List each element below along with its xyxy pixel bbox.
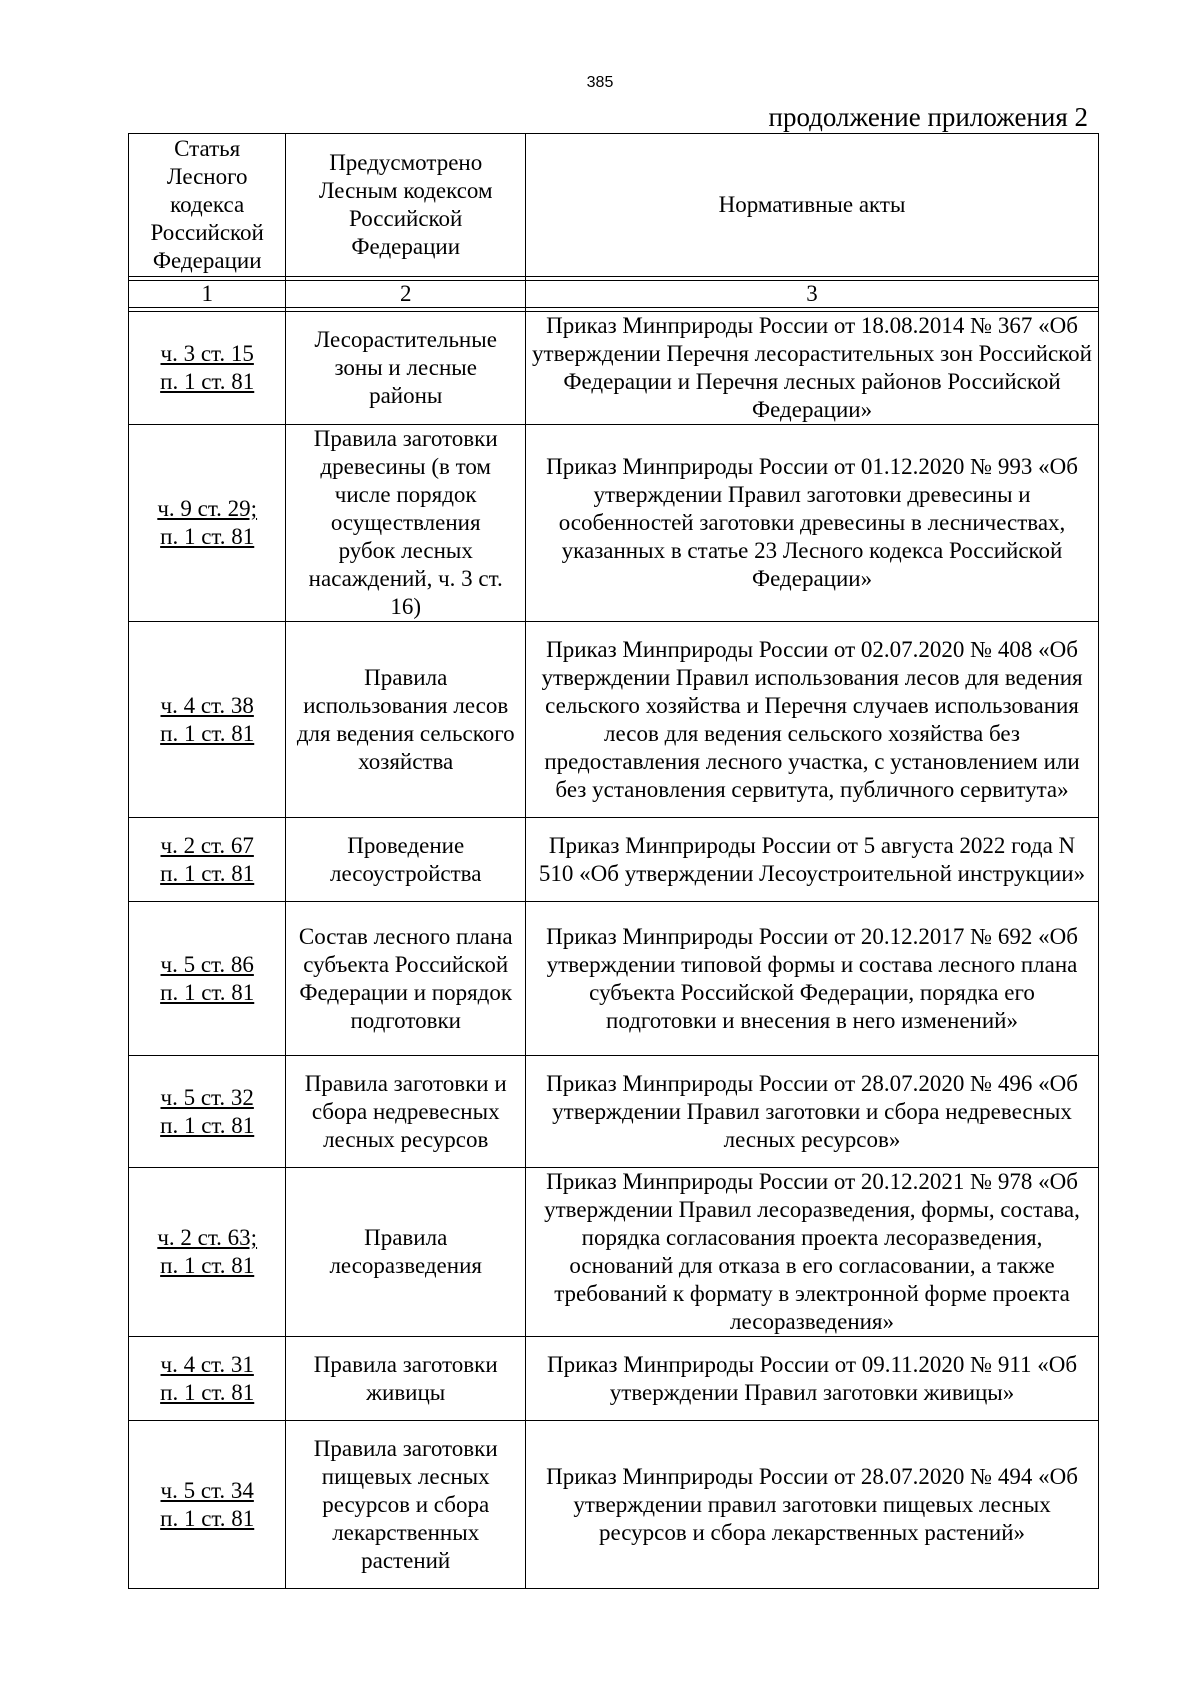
article-link[interactable]: ч. 4 ст. 31 (160, 1351, 254, 1377)
article-link[interactable]: ч. 3 ст. 15 (160, 341, 254, 366)
column-numbers-row (129, 281, 1099, 308)
article-cell (129, 818, 286, 902)
table-row (129, 1337, 1099, 1421)
provision-cell: Лесорастительные зоны и лесные районы (286, 312, 526, 425)
article-cell (129, 1421, 286, 1589)
article-link[interactable]: ч. 5 ст. 34 (160, 1477, 254, 1503)
column-number-3: 3 (526, 281, 1099, 308)
article-cell (129, 312, 286, 425)
article-cell (129, 1056, 286, 1168)
column-number-2: 2 (286, 281, 526, 308)
header-article: Статья Лесного кодекса Российской Федерации (129, 134, 286, 277)
article-link[interactable]: п. 1 ст. 81 (160, 1505, 255, 1531)
article-link[interactable]: ч. 5 ст. 32 (160, 1084, 254, 1110)
article-link[interactable]: п. 1 ст. 81 (160, 1112, 255, 1138)
act-cell: Приказ Минприроды России от 18.08.2014 № 367 «Об утверждении Перечня лесорастительных зон Российской Федерации и Перечня лесных районов Российской Федерации» (526, 312, 1099, 425)
article-cell (129, 622, 286, 818)
article-link[interactable]: п. 1 ст. 81 (160, 524, 255, 549)
provision-cell: Правила заготовки древесины (в том числе порядок осуществления рубок лесных насаждений, ч. 3 ст. 16) (286, 425, 526, 622)
page-number: 385 (586, 74, 614, 91)
table-row (129, 425, 1099, 622)
article-link[interactable]: п. 1 ст. 81 (160, 979, 255, 1005)
table-row (129, 1168, 1099, 1337)
table-row (129, 1056, 1099, 1168)
act-cell: Приказ Минприроды России от 5 августа 2022 года N 510 «Об утверждении Лесоустроительной инструкции» (526, 818, 1099, 902)
provision-cell: Правила заготовки живицы (286, 1337, 526, 1421)
table-header-row (129, 134, 1099, 277)
act-cell: Приказ Минприроды России от 28.07.2020 № 496 «Об утверждении Правил заготовки и сбора недревесных лесных ресурсов» (526, 1056, 1099, 1168)
act-cell: Приказ Минприроды России от 02.07.2020 № 408 «Об утверждении Правил использования лесов для ведения сельского хозяйства и Перечня случаев использования лесов для ведения сельского хозяйства без предоставления лесного участка, с установлением или без установления сервитута, публичного сервитута» (526, 622, 1099, 818)
article-link[interactable]: ч. 9 ст. 29; (157, 496, 258, 521)
table-row (129, 622, 1099, 818)
provision-cell: Правила заготовки и сбора недревесных лесных ресурсов (286, 1056, 526, 1168)
article-link[interactable]: ч. 5 ст. 86 (160, 951, 254, 977)
table-row (129, 818, 1099, 902)
article-link[interactable]: п. 1 ст. 81 (160, 1379, 255, 1405)
article-link[interactable]: п. 1 ст. 81 (160, 860, 255, 886)
appendix-continuation-label: продолжение приложения 2 (768, 102, 1088, 132)
provision-cell: Правила использования лесов для ведения сельского хозяйства (286, 622, 526, 818)
normative-acts-table (128, 133, 1099, 1589)
header-acts: Нормативные акты (526, 134, 1099, 277)
table-row (129, 1421, 1099, 1589)
provision-cell: Проведение лесоустройства (286, 818, 526, 902)
act-cell: Приказ Минприроды России от 09.11.2020 № 911 «Об утверждении Правил заготовки живицы» (526, 1337, 1099, 1421)
act-cell: Приказ Минприроды России от 28.07.2020 № 494 «Об утверждении правил заготовки пищевых лесных ресурсов и сбора лекарственных растений» (526, 1421, 1099, 1589)
article-cell (129, 1337, 286, 1421)
provision-cell: Правила лесоразведения (286, 1168, 526, 1337)
header-provision: Предусмотрено Лесным кодексом Российской Федерации (286, 134, 526, 277)
article-cell (129, 902, 286, 1056)
table-row (129, 312, 1099, 425)
act-cell: Приказ Минприроды России от 20.12.2017 № 692 «Об утверждении типовой формы и состава лесного плана субъекта Российской Федерации, порядка его подготовки и внесения в него изменений» (526, 902, 1099, 1056)
table-row (129, 902, 1099, 1056)
column-number-1: 1 (129, 281, 286, 308)
article-link[interactable]: ч. 4 ст. 38 (160, 692, 254, 718)
act-cell: Приказ Минприроды России от 01.12.2020 № 993 «Об утверждении Правил заготовки древесины и особенностей заготовки древесины в лесничествах, указанных в статье 23 Лесного кодекса Российской Федерации» (526, 425, 1099, 622)
provision-cell: Состав лесного плана субъекта Российской Федерации и порядок подготовки (286, 902, 526, 1056)
article-link[interactable]: п. 1 ст. 81 (160, 369, 255, 394)
article-link[interactable]: п. 1 ст. 81 (160, 1253, 255, 1278)
article-cell (129, 1168, 286, 1337)
article-link[interactable]: ч. 2 ст. 63; (157, 1225, 258, 1250)
provision-cell: Правила заготовки пищевых лесных ресурсов и сбора лекарственных растений (286, 1421, 526, 1589)
act-cell: Приказ Минприроды России от 20.12.2021 № 978 «Об утверждении Правил лесоразведения, формы, состава, порядка согласования проекта лесоразведения, оснований для отказа в его согласовании, а также требований к формату в электронной форме проекта лесоразведения» (526, 1168, 1099, 1337)
article-cell (129, 425, 286, 622)
article-link[interactable]: ч. 2 ст. 67 (160, 832, 254, 858)
article-link[interactable]: п. 1 ст. 81 (160, 720, 255, 746)
